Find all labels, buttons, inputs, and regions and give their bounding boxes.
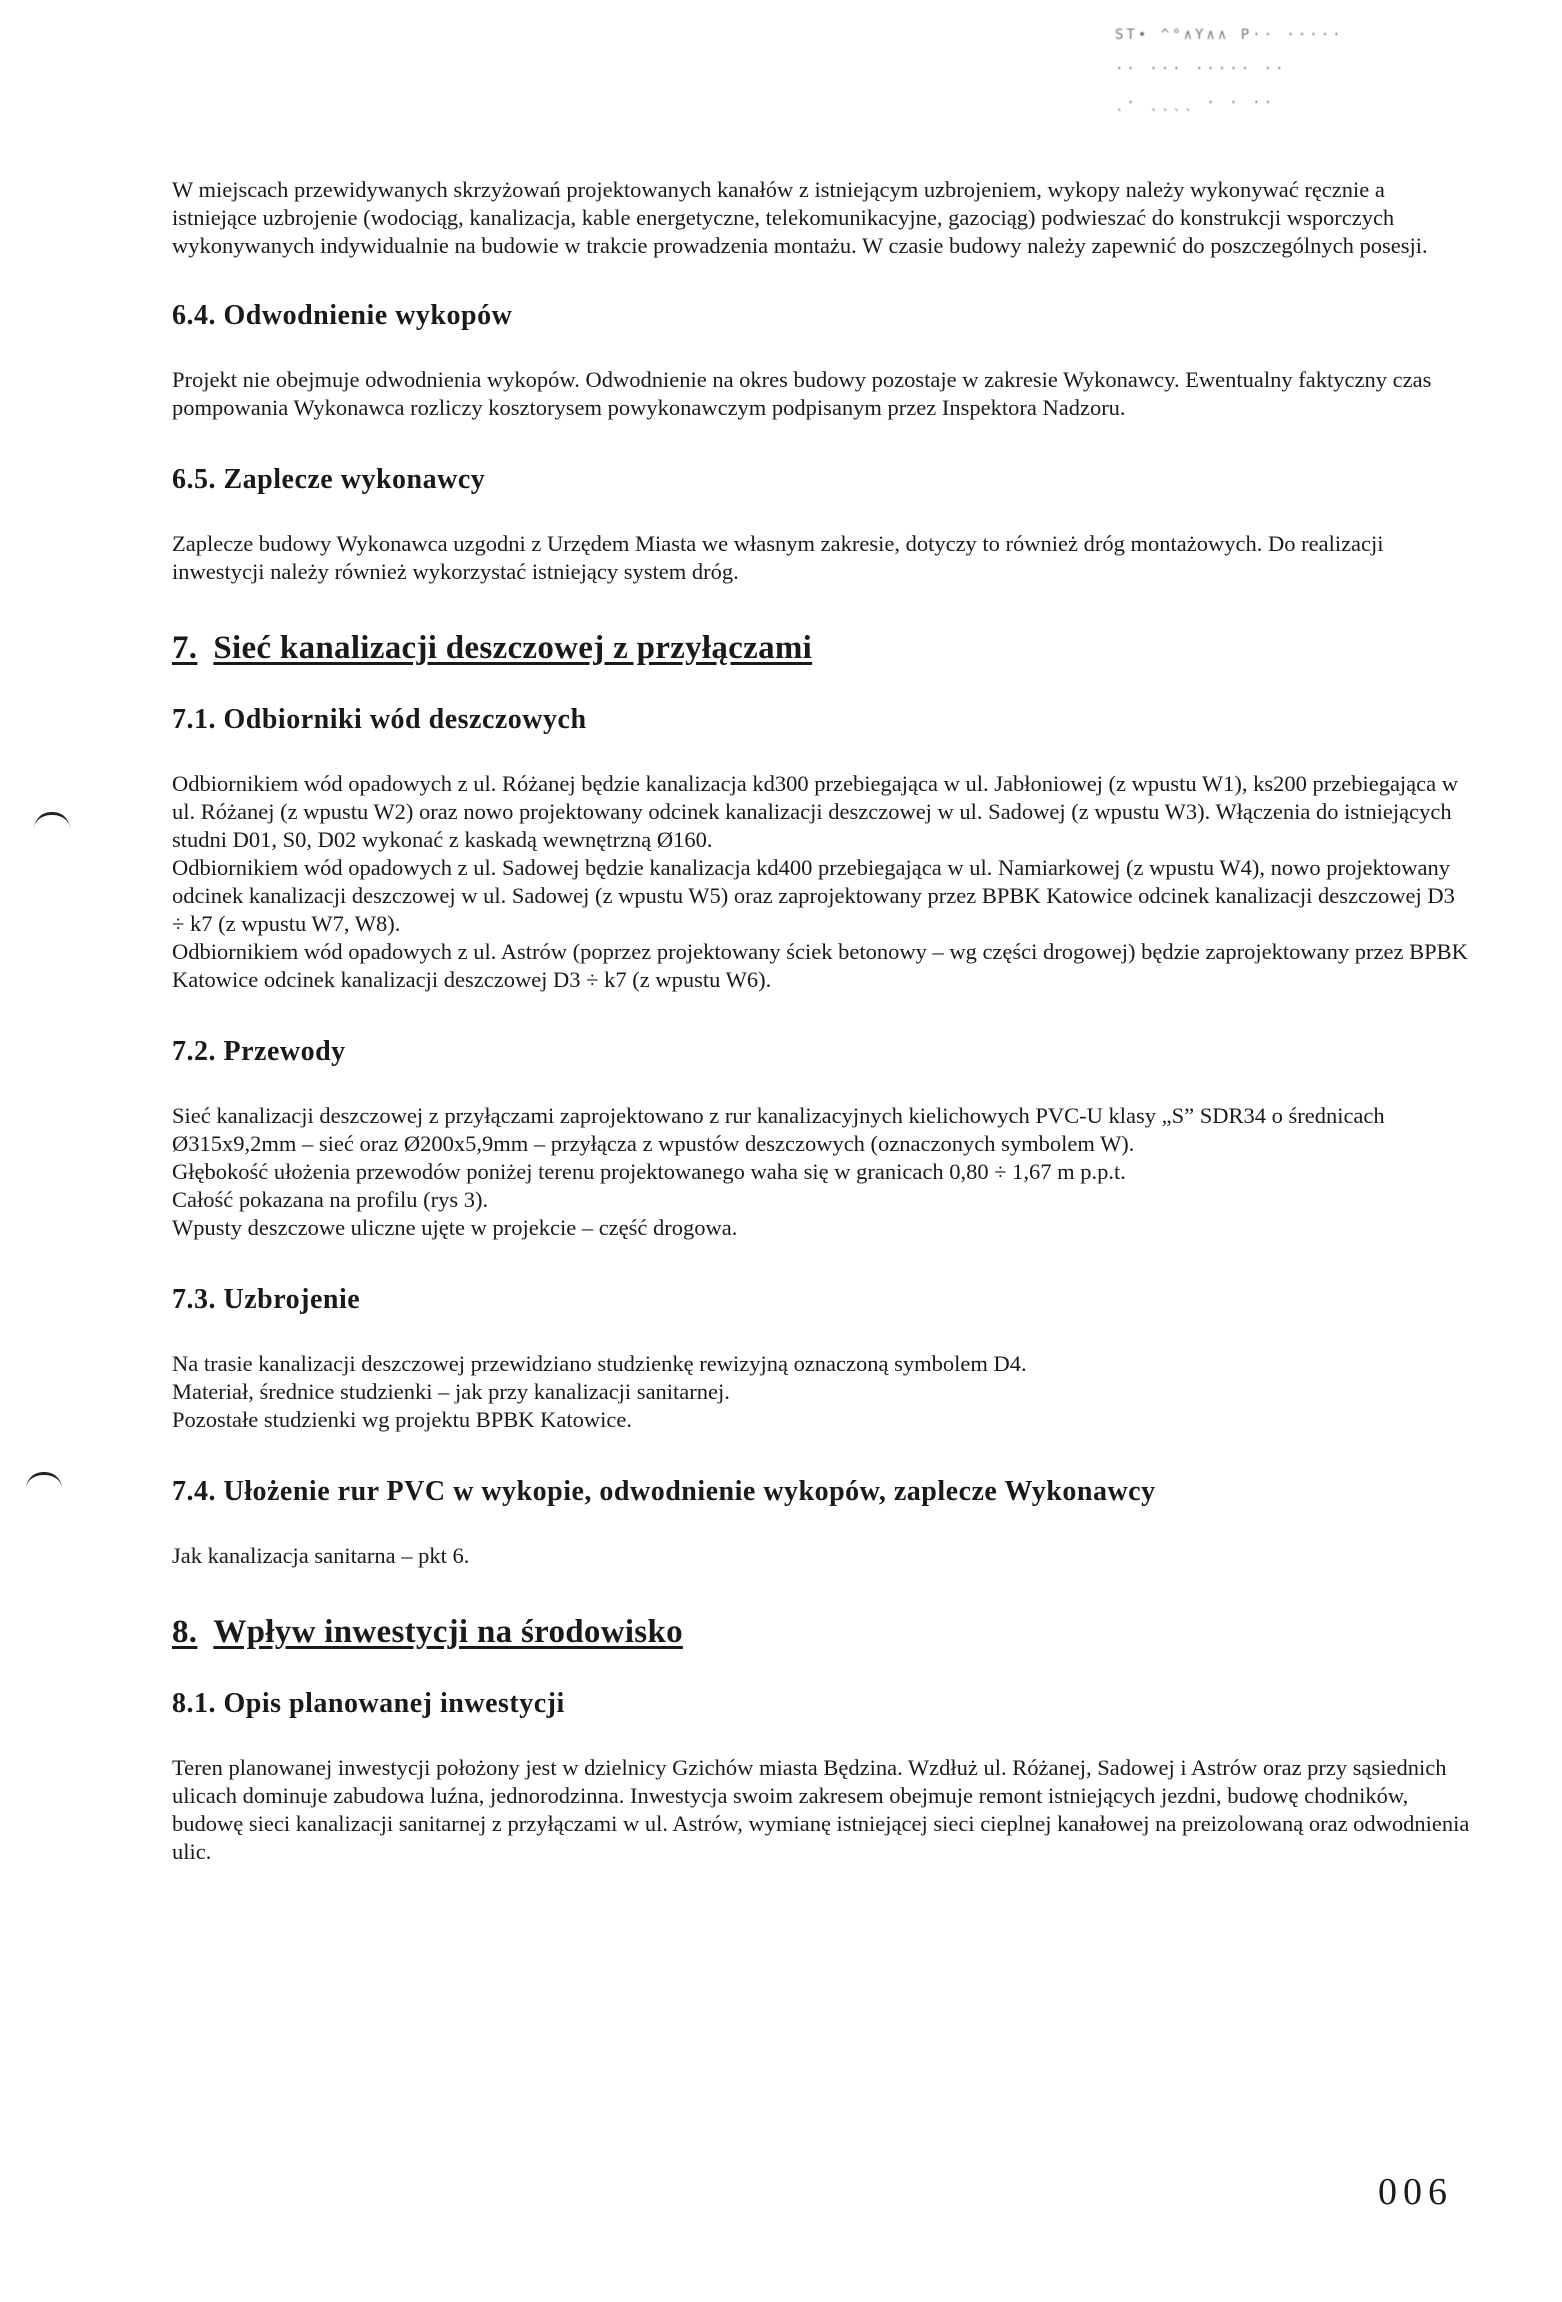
section-paragraph: Odbiornikiem wód opadowych z ul. Różanej będzie kanalizacja kd300 przebiegająca w ul. Jabłoniowej (z wpustu W1), ks200 przebiegająca w ul. Różanej (z wpustu W2) oraz nowo projektowany odcinek kanalizacji deszczowej w ul. Sadowej (z wpustu W3). Włączenia do istniejących studni D01, S0, D02 wykonać z kaskadą wewnętrzną Ø160. bbox=[172, 771, 1459, 852]
section-heading: 8.1. Opis planowanej inwestycji bbox=[172, 1688, 565, 1719]
section-heading: 7.4. Ułożenie rur PVC w wykopie, odwodnienie wykopów, zaplecze Wykonawcy bbox=[172, 1476, 1156, 1507]
margin-mark bbox=[34, 812, 70, 829]
section-7-4 bbox=[172, 1476, 1472, 1570]
section-paragraph: Odbiornikiem wód opadowych z ul. Sadowej będzie kanalizacja kd400 przebiegająca w ul. Namiarkowej (z wpustu W4), nowo projektowany odcinek kanalizacji deszczowej w ul. Sadowej (z wpustu W5) oraz zaprojektowany przez BPBK Katowice odcinek kanalizacji deszczowej D3 ÷ k7 (z wpustu W7, W8). bbox=[172, 855, 1455, 936]
section-heading: 7.2. Przewody bbox=[172, 1036, 346, 1067]
chapter-heading-8 bbox=[172, 1612, 1472, 1652]
section-paragraph: Wpusty deszczowe uliczne ujęte w projekcie – część drogowa. bbox=[172, 1215, 738, 1240]
chapter-number: 7. bbox=[172, 630, 198, 666]
section-7-2 bbox=[172, 1036, 1472, 1242]
section-paragraph: Zaplecze budowy Wykonawca uzgodni z Urzędem Miasta we własnym zakresie, dotyczy to również dróg montażowych. Do realizacji inwestycji należy również wykorzystać istniejący system dróg. bbox=[172, 531, 1384, 584]
header-stamp bbox=[1115, 18, 1455, 111]
section-paragraph: Głębokość ułożenia przewodów poniżej terenu projektowanego waha się w granicach 0,80 ÷ 1,67 m p.p.t. bbox=[172, 1159, 1126, 1184]
section-paragraph: Projekt nie obejmuje odwodnienia wykopów. Odwodnienie na okres budowy pozostaje w zakresie Wykonawcy. Ewentualny faktyczny czas pompowania Wykonawca rozliczy kosztorysem powykonawczym podpisanym przez Inspektora Nadzoru. bbox=[172, 367, 1432, 420]
section-paragraph: Odbiornikiem wód opadowych z ul. Astrów (poprzez projektowany ściek betonowy – wg części drogowej) będzie zaprojektowany przez BPBK Katowice odcinek kanalizacji deszczowej D3 ÷ k7 (z wpustu W6). bbox=[172, 939, 1468, 992]
section-7-3 bbox=[172, 1284, 1472, 1434]
section-6-5 bbox=[172, 464, 1472, 586]
section-heading: 6.5. Zaplecze wykonawcy bbox=[172, 464, 486, 495]
chapter-heading-7 bbox=[172, 628, 1472, 668]
header-stamp-line: ·· ··· ····· ·· bbox=[1115, 61, 1287, 77]
section-paragraph: Na trasie kanalizacji deszczowej przewidziano studzienkę rewizyjną oznaczoną symbolem D4. bbox=[172, 1351, 1027, 1376]
section-paragraph: Sieć kanalizacji deszczowej z przyłączami zaprojektowano z rur kanalizacyjnych kielichowych PVC-U klasy „S” SDR34 o średnicach Ø315x9,2mm – sieć oraz Ø200x5,9mm – przyłącza z wpustów deszczowych (oznaczonych symbolem W). bbox=[172, 1103, 1385, 1156]
section-paragraph: Całość pokazana na profilu (rys 3). bbox=[172, 1187, 489, 1212]
section-heading: 7.3. Uzbrojenie bbox=[172, 1284, 361, 1315]
header-stamp-line: ˎ· ˎˎˎˎ · · ·· bbox=[1115, 95, 1276, 111]
intro-paragraph: W miejscach przewidywanych skrzyżowań projektowanych kanałów z istniejącym uzbrojeniem, wykopy należy wykonywać ręcznie a istniejące uzbrojenie (wodociąg, kanalizacja, kable energetyczne, telekomunikacyjne, gazociąg) podwieszać do konstrukcji wsporczych wykonywanych indywidualnie na budowie w trakcie prowadzenia montażu. W czasie budowy należy zapewnić do poszczególnych posesji. bbox=[172, 177, 1428, 258]
section-paragraph: Jak kanalizacja sanitarna – pkt 6. bbox=[172, 1543, 470, 1568]
header-stamp-line: ST• ^°∧Y∧∧ P·· ····· bbox=[1115, 27, 1344, 43]
chapter-title: Sieć kanalizacji deszczowej z przyłączami bbox=[213, 630, 813, 666]
margin-mark bbox=[26, 1472, 62, 1489]
section-heading: 6.4. Odwodnienie wykopów bbox=[172, 300, 513, 331]
section-paragraph: Teren planowanej inwestycji położony jest w dzielnicy Gzichów miasta Będzina. Wzdłuż ul. Różanej, Sadowej i Astrów oraz przy sąsiednich ulicach dominuje zabudowa luźna, jednorodzinna. Inwestycja swoim zakresem obejmuje remont istniejących jezdni, budowę chodników, budowę sieci kanalizacji sanitarnej z przyłączami w ul. Astrów, wymianę istniejącej sieci cieplnej kanałowej na preizolowaną oraz odwodnienia ulic. bbox=[172, 1755, 1470, 1864]
chapter-number: 8. bbox=[172, 1614, 198, 1650]
page-number: 006 bbox=[1378, 2171, 1453, 2213]
section-paragraph: Pozostałe studzienki wg projektu BPBK Katowice. bbox=[172, 1407, 632, 1432]
section-paragraph: Materiał, średnice studzienki – jak przy kanalizacji sanitarnej. bbox=[172, 1379, 730, 1404]
section-8-1 bbox=[172, 1688, 1472, 1866]
section-heading: 7.1. Odbiorniki wód deszczowych bbox=[172, 704, 587, 735]
section-6-4 bbox=[172, 300, 1472, 422]
section-7-1 bbox=[172, 704, 1472, 994]
document-content bbox=[172, 176, 1472, 1866]
chapter-title: Wpływ inwestycji na środowisko bbox=[213, 1614, 683, 1650]
